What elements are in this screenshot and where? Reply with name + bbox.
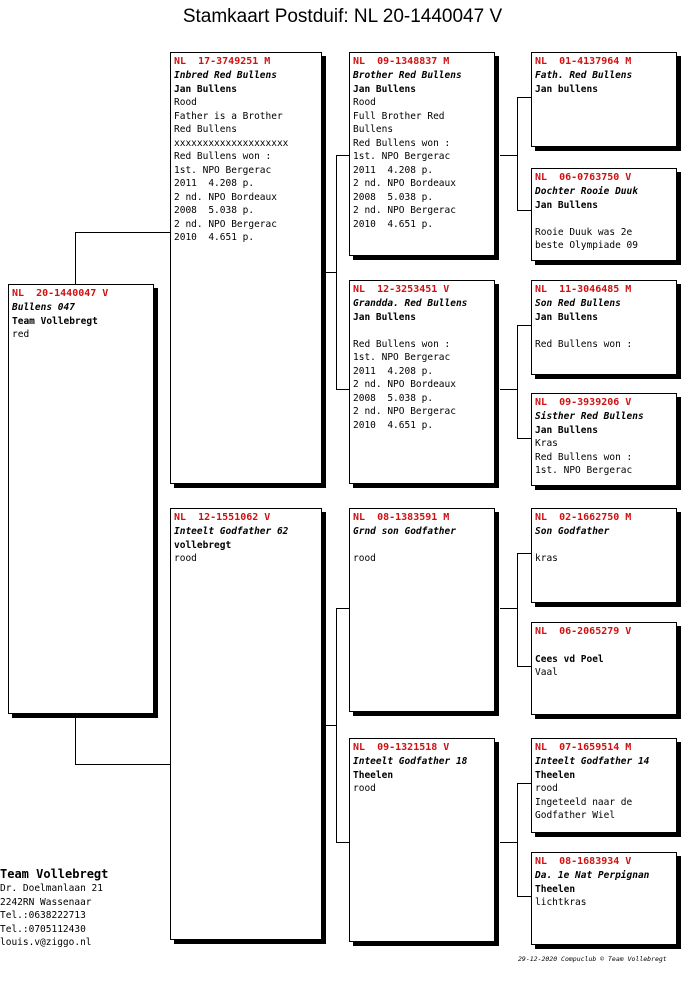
pigeon-name: Inteelt Godfather 62 [174,526,289,537]
detail-line: Father is a Brother [174,110,283,122]
pedigree-card-ffm[interactable] [531,168,677,261]
detail-line [535,539,673,553]
connector [517,438,531,439]
connector [517,783,518,896]
pedigree-card-mff[interactable] [531,508,677,603]
connector [336,608,337,842]
ring-number: NL 09-3939206 V [535,397,632,408]
detail-line: Red Bullens [174,124,237,135]
detail-line: Red Bullens won : [353,137,451,149]
connector [517,553,518,666]
pigeon-name: Son Godfather [535,526,610,537]
connector [500,389,517,390]
detail-line: Bullens [353,124,394,135]
pedigree-card-mother-father[interactable] [349,508,495,712]
pigeon-name: Inteelt Godfather 18 [353,756,468,767]
breeder-name: Theelen [535,883,576,895]
detail-line: Vaal [535,667,558,678]
ring-number: NL 01-4137964 M [535,56,632,67]
detail-line [535,212,673,226]
detail-line: Red Bullens won : [535,338,633,350]
pigeon-details [535,185,673,253]
pigeon-name: Son Red Bullens [535,298,621,309]
detail-line: rood [535,783,558,794]
connector [75,764,172,765]
connector [500,842,517,843]
pigeon-details [535,525,673,566]
ring-number: NL 06-0763750 V [535,172,632,183]
detail-line: 2 nd. NPO Bergerac [353,205,456,216]
breeder-name: Jan Bullens [535,311,598,323]
ring-number: NL 09-1348837 M [353,56,450,67]
detail-line: 2010 4.651 p. [174,232,255,243]
detail-line: red [12,329,30,340]
ring-number: NL 08-1683934 V [535,856,632,867]
pigeon-name: Inbred Red Bullens [174,70,277,81]
ring-number: NL 11-3046485 M [535,284,632,295]
connector [336,608,350,609]
detail-line: 2011 4.208 p. [353,365,434,377]
owner-phone: Tel.:0705112430 [0,923,86,935]
connector [500,608,517,609]
detail-line: Rood [174,97,197,108]
pigeon-details [12,301,150,342]
detail-line: 1st. NPO Bergerac [353,352,451,363]
pigeon-details [353,755,491,796]
detail-line [535,324,673,338]
pedigree-card-fmf[interactable] [531,280,677,375]
connector [517,666,531,667]
detail-line: Ingeteeld naar de [535,796,633,808]
pigeon-details [535,297,673,351]
pedigree-card-fmm[interactable] [531,393,677,486]
detail-line: 2010 4.651 p. [353,218,434,230]
breeder-name: Jan Bullens [535,199,598,211]
breeder-name: Jan bullens [535,83,598,95]
detail-line: 2 nd. NPO Bordeaux [353,379,456,390]
pedigree-card-mother-mother[interactable] [349,738,495,942]
pedigree-card-mmf[interactable] [531,738,677,833]
pigeon-details [174,69,318,245]
detail-line: 2011 4.208 p. [174,178,255,189]
connector [75,232,76,285]
breeder-name: vollebregt [174,539,232,551]
pedigree-card-father-mother[interactable] [349,280,495,484]
breeder-name: Jan Bullens [174,83,237,95]
ring-number: NL 09-1321518 V [353,742,450,753]
connector [517,97,531,98]
connector [336,155,350,156]
detail-line: 2008 5.038 p. [174,205,255,216]
breeder-name: Team Vollebregt [12,315,98,327]
connector [336,155,337,389]
pigeon-name: Da. 1e Nat Perpignan [535,870,650,881]
footer-credit: 29-12-2020 Compuclub © Team Vollebregt [518,955,667,963]
detail-line: rood [353,783,376,794]
pigeon-details [353,297,491,432]
pigeon-details [174,525,318,566]
ring-number: NL 20-1440047 V [12,288,109,299]
detail-line: rood [174,553,197,564]
ring-number: NL 12-3253451 V [353,284,450,295]
pedigree-card-father-father[interactable] [349,52,495,256]
owner-info [0,866,108,950]
connector [517,553,531,554]
detail-line: 1st. NPO Bergerac [174,164,272,176]
ring-number: NL 17-3749251 M [174,56,271,67]
pigeon-details [535,639,673,680]
connector [322,725,336,726]
pigeon-name: Brother Red Bullens [353,70,462,81]
pigeon-name: Grandda. Red Bullens [353,298,468,309]
detail-line: rood [353,553,376,564]
pedigree-card-father[interactable] [170,52,322,484]
detail-line: 2011 4.208 p. [353,164,434,176]
breeder-name: Jan Bullens [353,311,416,323]
connector [517,325,518,438]
detail-line: 2 nd. NPO Bergerac [174,218,277,230]
detail-line: xxxxxxxxxxxxxxxxxxxx [174,137,289,149]
breeder-name: Cees vd Poel [535,653,604,665]
connector [517,97,518,210]
breeder-name: Jan Bullens [535,424,598,436]
connector [336,389,350,390]
connector [75,714,76,764]
owner-email: louis.v@ziggo.nl [0,937,92,948]
connector [75,232,172,233]
detail-line: 2008 5.038 p. [353,191,434,203]
pedigree-card-subject[interactable] [8,284,154,714]
pigeon-name: Fath. Red Bullens [535,70,633,81]
detail-line: lichtkras [535,897,587,908]
pigeon-details [353,69,491,231]
detail-line: Kras [535,438,558,449]
pigeon-details [353,525,491,566]
pedigree-card-fff[interactable] [531,52,677,147]
breeder-name: Theelen [535,769,576,781]
ring-number: NL 08-1383591 M [353,512,450,523]
breeder-name: Theelen [353,769,394,781]
detail-line: 2 nd. NPO Bordeaux [353,178,456,189]
connector [322,272,336,273]
detail-line: 2010 4.651 p. [353,419,434,431]
detail-line: Red Bullens won : [174,151,272,162]
owner-postcode: 2242RN Wassenaar [0,896,92,908]
connector [517,210,531,211]
detail-line: 2008 5.038 p. [353,392,434,404]
detail-line: Red Bullens won : [353,338,451,350]
detail-line [535,639,673,653]
pigeon-details [535,69,673,96]
pedigree-card-mfm[interactable] [531,622,677,715]
connector [517,896,531,897]
ring-number: NL 02-1662750 M [535,512,632,523]
pigeon-name: Sisther Red Bullens [535,411,644,422]
ring-number: NL 12-1551062 V [174,512,271,523]
connector [336,842,350,843]
pigeon-name: Bullens 047 [12,302,75,313]
pigeon-details [535,869,673,910]
connector [500,155,517,156]
detail-line: Rooie Duuk was 2e [535,226,633,238]
detail-line: 2 nd. NPO Bordeaux [174,191,277,203]
pigeon-details [535,755,673,823]
detail-line: beste Olympiade 09 [535,240,638,251]
detail-line: Godfather Wiel [535,810,616,821]
pigeon-name: Inteelt Godfather 14 [535,756,650,767]
detail-line: Red Bullens won : [535,451,633,463]
detail-line: 2 nd. NPO Bergerac [353,406,456,417]
owner-address: Dr. Doelmanlaan 21 [0,883,103,894]
pigeon-name: Grnd son Godfather [353,526,456,537]
detail-line [353,324,491,338]
pigeon-name: Dochter Rooie Duuk [535,186,638,197]
detail-line [353,539,491,553]
detail-line: Rood [353,97,376,108]
detail-line: 1st. NPO Bergerac [535,465,633,476]
pedigree-card-mother[interactable] [170,508,322,940]
pigeon-details [535,410,673,478]
detail-line: kras [535,553,558,564]
pedigree-card-mmm[interactable] [531,852,677,945]
detail-line: Full Brother Red [353,110,445,122]
owner-phone: Tel.:0638222713 [0,910,86,921]
ring-number: NL 06-2065279 V [535,626,632,637]
page-title: Stamkaart Postduif: NL 20-1440047 V [182,6,503,27]
connector [517,325,531,326]
ring-number: NL 07-1659514 M [535,742,632,753]
detail-line: 1st. NPO Bergerac [353,151,451,162]
breeder-name: Jan Bullens [353,83,416,95]
owner-name: Team Vollebregt [0,867,109,881]
connector [517,783,531,784]
